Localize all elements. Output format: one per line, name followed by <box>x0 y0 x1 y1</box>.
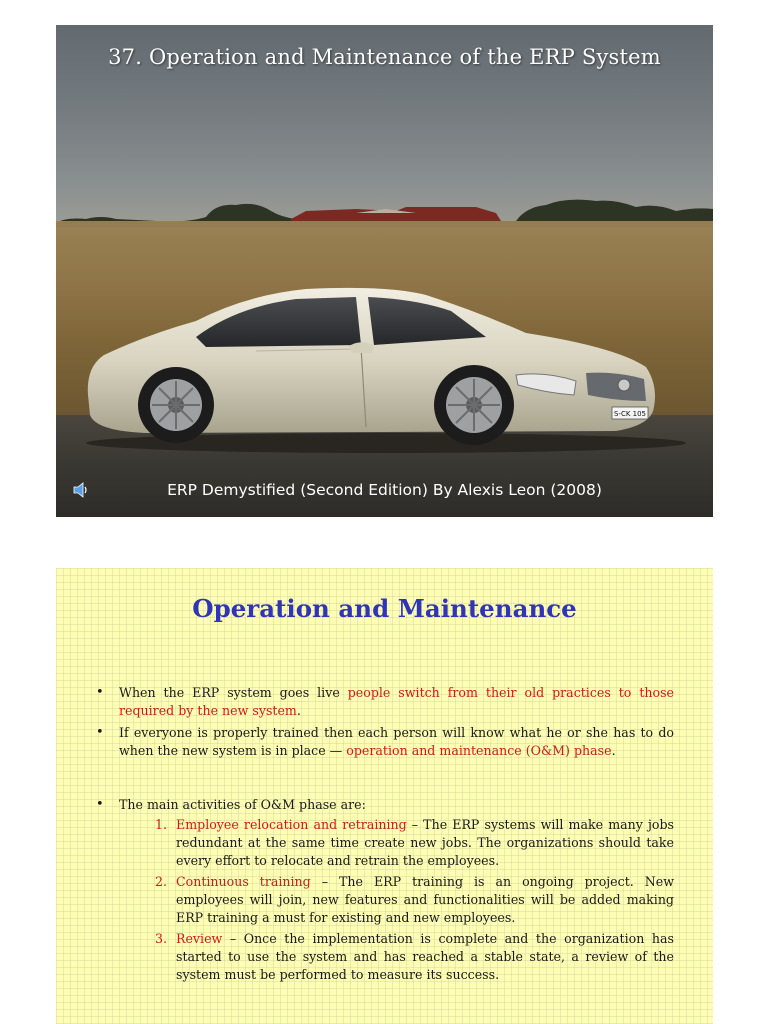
slide-2-title: Operation and Maintenance <box>192 594 577 623</box>
bullet-text-end: . <box>611 743 616 758</box>
activity-name: Review <box>176 931 223 946</box>
bullet-text: The main activities of O&M phase are: <box>119 797 366 812</box>
slide-1-title: 37. Operation and Maintenance of the ERP System <box>108 45 661 69</box>
activity-number: 2. <box>155 874 168 889</box>
bullet-text: If everyone is properly trained then each person will know what he or she has to do when the new system is in place — <box>119 725 674 758</box>
slide-1 <box>56 25 713 517</box>
bullet-go-live <box>92 684 674 720</box>
slide-2 <box>56 568 713 1024</box>
activity-name: Employee relocation and retraining <box>176 817 407 832</box>
car-image <box>56 255 713 455</box>
activity-description: – The ERP systems will make many jobs redundant at the same time create new jobs. The organizations should take every effort to relocate and retrain the employees. <box>176 817 674 868</box>
slide-1-footer: ERP Demystified (Second Edition) By Alexis Leon (2008) <box>167 481 602 499</box>
bullet-dot: • <box>96 685 104 700</box>
activity-item <box>119 930 674 984</box>
activity-item <box>119 816 674 870</box>
bullet-highlight: operation and maintenance (O&M) phase <box>346 743 612 758</box>
bullet-dot: • <box>96 725 104 740</box>
activity-item <box>119 873 674 927</box>
bullet-dot: • <box>96 797 104 812</box>
license-plate: S-CK 105 <box>613 410 647 418</box>
bullet-main-activities <box>92 796 674 984</box>
bullet-trained <box>92 724 674 760</box>
slide-2-body <box>92 684 674 988</box>
activities-list <box>119 816 674 984</box>
activity-number: 1. <box>155 817 168 832</box>
bullet-highlight: people switch from their old practices to those required by the new system <box>119 685 674 718</box>
bullet-text-end: . <box>296 703 301 718</box>
activity-number: 3. <box>155 931 168 946</box>
activity-name: Continuous training <box>176 874 311 889</box>
activity-description: – Once the implementation is complete and the organization has started to use the system and has reached a stable state, a review of the system must be performed to measure its success. <box>176 931 674 982</box>
bullet-text: When the ERP system goes live <box>119 685 348 700</box>
activity-description: – The ERP training is an ongoing project. New employees will join, new features and functionalities will be added making ERP training a must for existing and new employees. <box>176 874 674 925</box>
